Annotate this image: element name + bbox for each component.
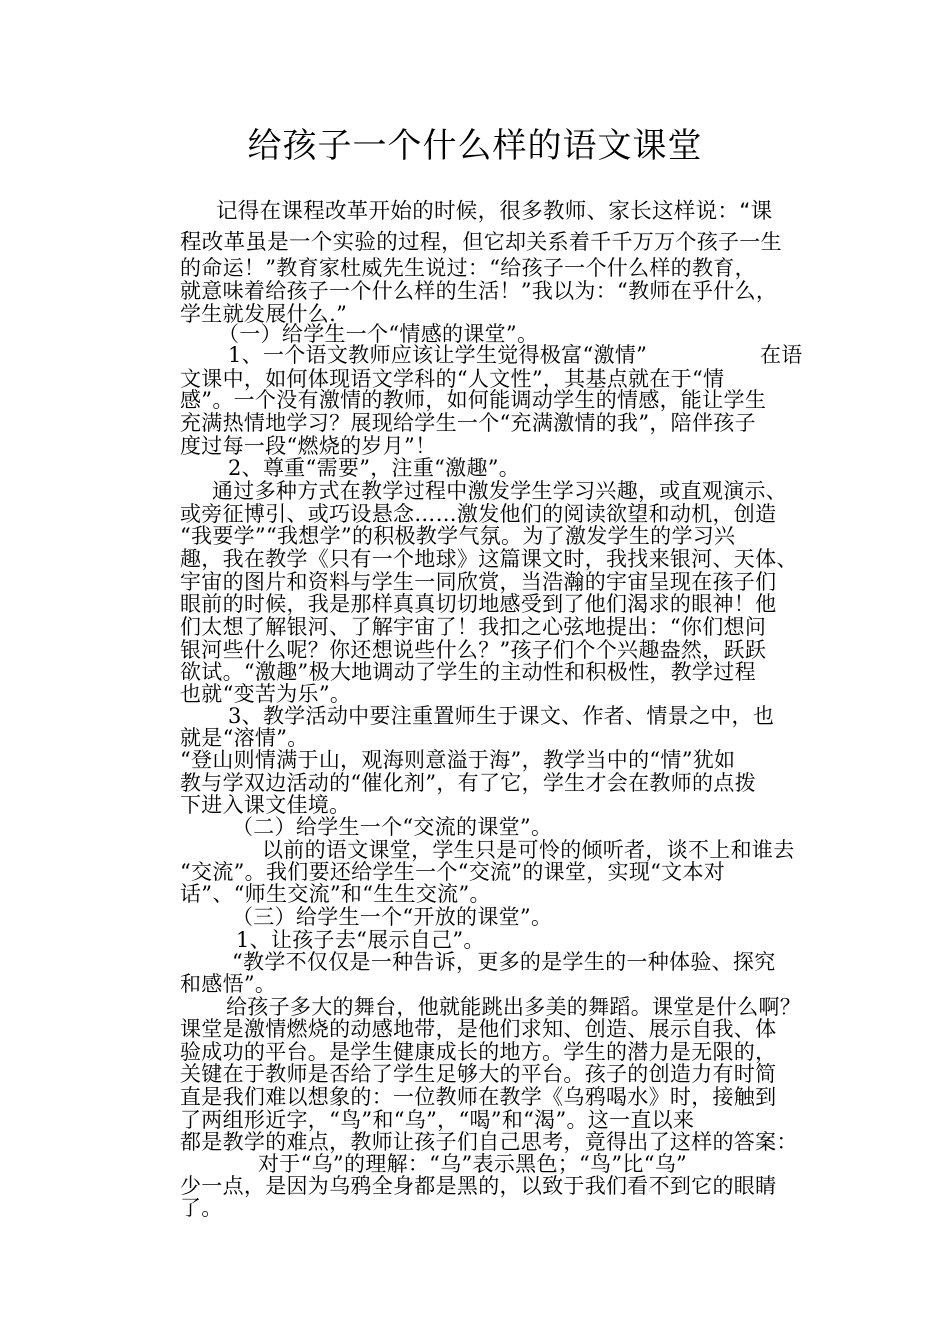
paragraph-line: 们太想了解银河、了解宇宙了！我扣之心弦地提出：“你们想问 <box>180 615 767 639</box>
paragraph-line: 度过每一段“燃烧的岁月”！ <box>180 434 437 458</box>
paragraph-line-segment: 程改革虽是一个实验的过 <box>180 230 420 255</box>
paragraph-line <box>180 230 820 255</box>
section-heading: （三）给学生一个“开放的课堂”。 <box>232 905 553 929</box>
paragraph-line: 眼前的时候，我是那样真真切切地感受到了他们渴求的眼神！他 <box>180 592 777 616</box>
paragraph-line: 了。 <box>180 1196 223 1220</box>
paragraph-line: 充满热情地学习？展现给学生一个“充满激情的我”，陪伴孩子 <box>180 411 756 435</box>
paragraph-line: 学生就发展什么.” <box>180 302 348 326</box>
paragraph-line: 2、尊重“需要”，注重“激趣”。 <box>228 456 521 480</box>
paragraph-line-segment: 程，但它却关系着千千万万个孩子一生 <box>419 230 782 254</box>
paragraph-line: 都是教学的难点，教师让孩子们自己思考，竟得出了这样的答案： <box>180 1130 798 1154</box>
paragraph-line: 银河些什么呢？你还想说些什么？”孩子们个个兴趣盎然，跃跃 <box>180 638 767 662</box>
paragraph-line: 验成功的平台。是学生健康成长的地方。学生的潜力是无限的， <box>180 1040 777 1064</box>
paragraph-line: “登山则情满于山，观海则意溢于海”，教学当中的“情”犹如 <box>180 748 736 772</box>
paragraph-line: “教学不仅仅是一种告诉，更多的是学生的一种体验、探究 <box>232 950 776 974</box>
paragraph-line: 或旁征博引、或巧设悬念……激发他们的阅读欲望和动机，创造 <box>180 502 777 526</box>
paragraph-line: 课堂是激情燃烧的动感地带，是他们求知、创造、展示自我、体 <box>180 1017 777 1041</box>
paragraph-line: 文课中，如何体现语文学科的“人文性”，其基点就在于“情 <box>180 367 725 391</box>
paragraph-line: 少一点，是因为乌鸦全身都是黑的，以致于我们看不到它的眼睛 <box>180 1174 777 1198</box>
paragraph-line: 感”。一个没有激情的教师，如何能调动学生的情感，能让学生 <box>180 388 767 412</box>
paragraph-line: 就是“溶情”。 <box>180 726 309 750</box>
page-title: 给孩子一个什么样的语文课堂 <box>247 126 703 166</box>
paragraph-line: “交流”。我们要还给学生一个“交流”的课堂，实现“文本对 <box>180 860 726 884</box>
paragraph-line: 了两组形近字，“鸟”和“乌”，“喝”和“渴”。这一直以来 <box>180 1108 695 1132</box>
paragraph-line: 给孩子多大的舞台，他就能跳出多美的舞蹈。课堂是什么啊？ <box>226 995 802 1019</box>
paragraph-line: 记得在课程改革开始的时候，很多教师、家长这样说：“课 <box>216 199 773 224</box>
paragraph-line: 直是我们难以想象的：一位教师在教学《乌鸦喝水》时，接触到 <box>180 1085 777 1109</box>
paragraph-line: 3、教学活动中要注重置师生于课文、作者、情景之中，也 <box>228 704 775 728</box>
paragraph-line: 对于“乌”的理解：“乌”表示黑色；“鸟”比“乌” <box>258 1152 688 1176</box>
section-heading: （一）给学生一个“情感的课堂”。 <box>218 322 539 346</box>
paragraph-line: 在语 <box>760 343 803 367</box>
paragraph-line: 通过多种方式在教学过程中激发学生学习兴趣，或直观演示、 <box>212 479 788 503</box>
paragraph-line: 欲试。“激趣”极大地调动了学生的主动性和积极性，教学过程 <box>180 660 756 684</box>
paragraph-line: 下进入课文佳境。 <box>180 793 351 817</box>
paragraph-line: 也就“变苦为乐”。 <box>180 682 352 706</box>
section-heading: （二）给学生一个“交流的课堂”。 <box>232 815 553 839</box>
paragraph-line: 以前的语文课堂，学生只是可怜的倾听者，谈不上和谁去 <box>262 838 795 862</box>
paragraph-line: 关键在于教师是否给了学生足够大的平台。孩子的创造力有时简 <box>180 1062 777 1086</box>
paragraph-line: 1、一个语文教师应该让学生觉得极富“激情” <box>228 343 648 367</box>
paragraph-line: 的命运！”教育家杜威先生说过：“给孩子一个什么样的教育， <box>180 256 756 280</box>
paragraph-line: 就意味着给孩子一个什么样的生活！”我以为：“教师在乎什么， <box>180 279 778 303</box>
paragraph-line: 和感悟”。 <box>180 972 277 996</box>
paragraph-line: 趣，我在教学《只有一个地球》这篇课文时，我找来银河、天体、 <box>180 547 798 571</box>
paragraph-line: 话”、“师生交流”和“生生交流”。 <box>180 882 491 906</box>
paragraph-line: 1、让孩子去“展示自己”。 <box>236 928 485 952</box>
paragraph-line: “我要学”“我想学”的积极教学气氛。为了激发学生的学习兴 <box>180 524 736 548</box>
paragraph-line: 教与学双边活动的“催化剂”，有了它，学生才会在教师的点拨 <box>180 771 756 795</box>
paragraph-line: 宇宙的图片和资料与学生一同欣赏，当浩瀚的宇宙呈现在孩子们 <box>180 570 777 594</box>
